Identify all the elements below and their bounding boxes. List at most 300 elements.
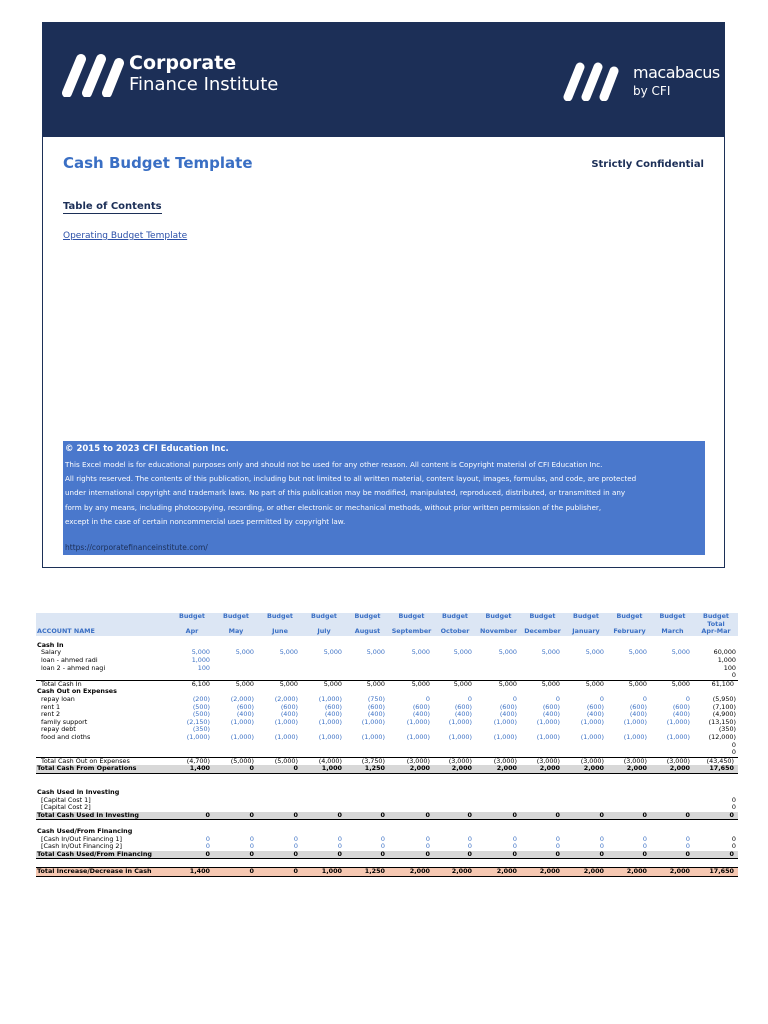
table-cell: [258, 657, 302, 665]
table-cell: (1,000): [623, 733, 647, 741]
table-cell: [564, 749, 608, 757]
table-cell: (3,000): [434, 757, 476, 765]
table-cell: [258, 773, 302, 781]
blank-row: [36, 820, 738, 828]
row-total: 0: [731, 804, 736, 812]
table-cell: [258, 742, 302, 750]
column-header-month: January: [564, 628, 608, 636]
column-header-month: November: [476, 628, 521, 636]
table-row: [36, 797, 738, 805]
table-cell: 5,000: [258, 680, 302, 688]
table-cell: [214, 642, 258, 650]
column-header-month: May: [214, 628, 258, 636]
row-total: [694, 773, 738, 781]
table-cell: 5,000: [302, 680, 346, 688]
table-cell: [564, 789, 608, 797]
table-cell: [258, 789, 302, 797]
row-total: [694, 789, 738, 797]
table-cell: 5,000: [323, 649, 342, 657]
copyright-heading: © 2015 to 2023 CFI Education Inc.: [65, 444, 229, 454]
table-cell: [346, 742, 389, 750]
table-cell: 2,000: [389, 868, 434, 877]
blank-row: [36, 859, 738, 868]
table-cell: (400): [542, 711, 560, 719]
table-cell: 0: [642, 843, 647, 851]
table-cell: [608, 742, 651, 750]
brand-name: [129, 53, 278, 95]
table-cell: [521, 773, 564, 781]
table-cell: [434, 859, 476, 868]
table-cell: 0: [651, 812, 694, 820]
table-cell: [521, 726, 564, 734]
table-cell: [302, 665, 346, 673]
table-cell: [389, 797, 434, 805]
table-cell: 5,000: [671, 649, 690, 657]
table-cell: [476, 688, 521, 696]
table-cell: 0: [258, 851, 302, 859]
table-cell: (4,000): [302, 757, 346, 765]
table-cell: [170, 828, 214, 836]
table-cell: 5,000: [411, 649, 430, 657]
row-label: Cash Used/From Financing: [37, 828, 133, 836]
table-cell: (600): [499, 703, 517, 711]
table-cell: [346, 781, 389, 789]
table-cell: 0: [170, 812, 214, 820]
total-row: [36, 765, 738, 773]
table-cell: 0: [608, 851, 651, 859]
table-cell: 0: [258, 765, 302, 773]
column-header-month: Apr: [170, 628, 214, 636]
table-cell: [608, 859, 651, 868]
table-cell: [434, 642, 476, 650]
table-cell: [258, 665, 302, 673]
table-cell: [564, 828, 608, 836]
column-header-top: Budget: [434, 613, 476, 621]
website-link[interactable]: https://corporatefinanceinstitute.com/: [65, 543, 208, 552]
table-cell: [564, 820, 608, 828]
table-cell: (400): [367, 711, 385, 719]
row-total: [694, 820, 738, 828]
row-label: food and cloths: [41, 733, 91, 741]
table-cell: [170, 672, 214, 680]
table-cell: [651, 657, 694, 665]
header-row-top: [36, 613, 738, 621]
table-cell: 0: [258, 868, 302, 877]
header-row-mid: [36, 621, 738, 629]
table-cell: 0: [302, 851, 346, 859]
table-cell: 0: [564, 812, 608, 820]
table-cell: [302, 789, 346, 797]
table-cell: 0: [293, 843, 298, 851]
table-cell: [302, 773, 346, 781]
table-row: [36, 719, 738, 727]
table-cell: 0: [346, 851, 389, 859]
table-cell: 2,000: [608, 765, 651, 773]
table-cell: [434, 742, 476, 750]
table-cell: [608, 773, 651, 781]
table-cell: (3,000): [389, 757, 434, 765]
copyright-box: [63, 441, 705, 555]
table-cell: 5,000: [628, 649, 647, 657]
column-header-top: Budget: [214, 613, 258, 621]
table-cell: [476, 672, 521, 680]
table-cell: (1,000): [318, 733, 342, 741]
row-total: (13,150): [708, 718, 736, 726]
table-cell: [389, 828, 434, 836]
table-cell: [302, 742, 346, 750]
table-row: [36, 804, 738, 812]
row-total: 100: [723, 664, 736, 672]
row-total: (350): [718, 726, 736, 734]
row-label: family support: [41, 718, 88, 726]
table-cell: (500): [192, 703, 210, 711]
table-cell: (1,000): [274, 718, 298, 726]
table-cell: [564, 742, 608, 750]
row-label: [36, 859, 170, 868]
row-total: [694, 688, 738, 696]
table-cell: 2,000: [434, 868, 476, 877]
table-cell: 2,000: [476, 765, 521, 773]
table-cell: 0: [476, 851, 521, 859]
table-row: [36, 711, 738, 719]
table-cell: 1,250: [346, 868, 389, 877]
total-row: [36, 812, 738, 820]
table-cell: [608, 665, 651, 673]
table-cell: 0: [337, 843, 342, 851]
total-header-top: Budget: [694, 613, 738, 621]
blank-row: [36, 742, 738, 750]
row-label: Total Increase/Decrease in Cash: [36, 868, 170, 877]
row-total: 0: [731, 843, 736, 851]
table-cell: [214, 804, 258, 812]
table-cell: [476, 797, 521, 805]
table-cell: [214, 657, 258, 665]
row-total: 0: [694, 812, 738, 820]
table-cell: [214, 781, 258, 789]
row-label: Cash Used in Investing: [37, 789, 120, 797]
table-cell: [521, 642, 564, 650]
table-cell: [389, 781, 434, 789]
table-cell: 2,000: [651, 765, 694, 773]
total-row: [36, 757, 738, 765]
table-cell: [346, 828, 389, 836]
table-cell: [521, 797, 564, 805]
table-cell: [258, 749, 302, 757]
table-cell: (2,000): [274, 695, 298, 703]
table-cell: (1,000): [580, 733, 604, 741]
table-cell: (600): [367, 703, 385, 711]
table-cell: (1,000): [361, 718, 385, 726]
row-total: 0: [694, 851, 738, 859]
table-cell: 0: [214, 851, 258, 859]
partner-name: [633, 63, 720, 98]
table-cell: 0: [467, 843, 472, 851]
table-cell: [476, 781, 521, 789]
cover-page: [42, 22, 725, 568]
table-cell: (750): [367, 695, 385, 703]
table-cell: [476, 859, 521, 868]
table-row: [36, 657, 738, 665]
row-label: [Capital Cost 2]: [41, 804, 91, 812]
table-row: [36, 726, 738, 734]
table-cell: [521, 781, 564, 789]
table-cell: [651, 665, 694, 673]
table-cell: (350): [192, 726, 210, 734]
table-cell: [302, 781, 346, 789]
table-cell: (400): [236, 711, 254, 719]
table-cell: (1,000): [186, 733, 210, 741]
row-label: Cash In: [37, 641, 64, 649]
table-cell: 0: [425, 835, 430, 843]
table-cell: 0: [564, 851, 608, 859]
table-cell: 0: [214, 765, 258, 773]
table-cell: (1,000): [580, 718, 604, 726]
partner-line-1: macabacus: [633, 63, 720, 82]
table-cell: [346, 657, 389, 665]
blank-row: [36, 781, 738, 789]
table-cell: [521, 665, 564, 673]
table-cell: [564, 726, 608, 734]
table-cell: [346, 804, 389, 812]
confidential-label: Strictly Confidential: [591, 159, 704, 170]
table-cell: (500): [192, 711, 210, 719]
table-cell: [521, 859, 564, 868]
row-total: [694, 642, 738, 650]
section-header-row: [36, 828, 738, 836]
header-banner: [43, 23, 724, 137]
table-cell: [170, 781, 214, 789]
table-cell: 0: [642, 695, 647, 703]
table-cell: [389, 688, 434, 696]
table-cell: [389, 642, 434, 650]
row-label: Salary: [41, 649, 62, 657]
table-cell: [564, 672, 608, 680]
table-cell: (2,150): [186, 718, 210, 726]
table-cell: (1,000): [274, 733, 298, 741]
table-cell: 5,000: [279, 649, 298, 657]
row-total: [694, 859, 738, 868]
blank-row: [36, 749, 738, 757]
table-cell: 1,400: [170, 765, 214, 773]
table-cell: 1,000: [191, 656, 210, 664]
table-cell: [476, 665, 521, 673]
table-cell: 5,000: [346, 680, 389, 688]
table-cell: [170, 642, 214, 650]
table-cell: [651, 781, 694, 789]
total-header-mid: Total: [694, 621, 738, 629]
table-cell: (4,700): [170, 757, 214, 765]
table-cell: (600): [542, 703, 560, 711]
row-label: [Capital Cost 1]: [41, 796, 91, 804]
table-cell: (1,000): [361, 733, 385, 741]
table-cell: [258, 672, 302, 680]
table-cell: [608, 657, 651, 665]
cash-budget-table: [36, 613, 738, 877]
table-cell: 5,000: [608, 680, 651, 688]
table-cell: [651, 742, 694, 750]
table-cell: 5,000: [366, 649, 385, 657]
brand-line-1: Corporate: [129, 52, 237, 74]
column-header-month: March: [651, 628, 694, 636]
copyright-line: This Excel model is for educational purposes only and should not be used for any other reason. All content is Copyright material of CFI Education Inc.: [65, 460, 603, 469]
column-header-top: Budget: [564, 613, 608, 621]
copyright-line: form by any means, including photocopying, recording, or other electronic or mechanical methods, without prior written permission of the publisher,: [65, 502, 602, 512]
table-cell: (600): [236, 703, 254, 711]
table-cell: [564, 859, 608, 868]
table-cell: [214, 742, 258, 750]
table-cell: [434, 797, 476, 805]
table-cell: [564, 657, 608, 665]
table-cell: 2,000: [651, 868, 694, 877]
table-cell: 0: [521, 812, 564, 820]
table-cell: [564, 688, 608, 696]
table-cell: [258, 781, 302, 789]
table-cell: [214, 773, 258, 781]
table-cell: 5,000: [389, 680, 434, 688]
table-cell: (1,000): [666, 718, 690, 726]
table-cell: [608, 828, 651, 836]
table-cell: [346, 773, 389, 781]
total-row: [36, 680, 738, 688]
table-cell: [346, 820, 389, 828]
table-cell: [521, 828, 564, 836]
table-cell: [346, 726, 389, 734]
table-cell: 0: [599, 835, 604, 843]
table-cell: 0: [425, 843, 430, 851]
table-cell: 1,000: [302, 868, 346, 877]
table-cell: 5,000: [191, 649, 210, 657]
table-cell: [302, 797, 346, 805]
row-total: 0: [731, 749, 736, 757]
table-cell: [346, 789, 389, 797]
table-cell: [214, 859, 258, 868]
table-cell: [434, 665, 476, 673]
table-cell: (3,000): [651, 757, 694, 765]
table-row: [36, 696, 738, 704]
table-cell: [302, 749, 346, 757]
row-total: (7,100): [712, 703, 736, 711]
section-header-row: [36, 789, 738, 797]
table-cell: (600): [586, 703, 604, 711]
document-title: Cash Budget Template: [63, 154, 253, 172]
table-cell: [389, 672, 434, 680]
account-name-header: ACCOUNT NAME: [36, 628, 170, 636]
table-cell: 0: [170, 851, 214, 859]
table-cell: (400): [672, 711, 690, 719]
table-cell: [476, 773, 521, 781]
table-cell: [651, 797, 694, 805]
table-cell: [651, 859, 694, 868]
partner-line-2: by CFI: [633, 84, 671, 98]
table-cell: 1,400: [170, 868, 214, 877]
table-cell: (1,000): [536, 718, 560, 726]
table-cell: (1,000): [318, 695, 342, 703]
row-total: [694, 828, 738, 836]
table-cell: 5,000: [564, 680, 608, 688]
table-cell: (400): [412, 711, 430, 719]
total-row: [36, 868, 738, 877]
table-cell: [434, 773, 476, 781]
column-header-top: Budget: [346, 613, 389, 621]
table-cell: 0: [521, 851, 564, 859]
table-cell: 5,000: [235, 649, 254, 657]
table-cell: 0: [214, 812, 258, 820]
table-cell: 0: [380, 843, 385, 851]
table-cell: 100: [197, 664, 210, 672]
table-cell: 5,000: [214, 680, 258, 688]
table-cell: [476, 828, 521, 836]
table-cell: [476, 804, 521, 812]
table-cell: (5,000): [258, 757, 302, 765]
table-cell: (1,000): [448, 733, 472, 741]
table-cell: [302, 657, 346, 665]
table-cell: [434, 781, 476, 789]
table-cell: [389, 789, 434, 797]
table-cell: [346, 672, 389, 680]
row-total: 0: [731, 835, 736, 843]
table-cell: [564, 665, 608, 673]
table-cell: (1,000): [536, 733, 560, 741]
table-cell: [564, 773, 608, 781]
table-cell: [521, 657, 564, 665]
table-cell: 0: [293, 835, 298, 843]
table-cell: [170, 688, 214, 696]
table-row: [36, 649, 738, 657]
table-cell: [346, 665, 389, 673]
table-cell: (3,000): [608, 757, 651, 765]
table-cell: [434, 657, 476, 665]
table-cell: 0: [685, 695, 690, 703]
table-cell: 2,000: [521, 765, 564, 773]
row-total: (12,000): [708, 733, 736, 741]
table-cell: 0: [685, 843, 690, 851]
table-cell: [389, 657, 434, 665]
table-cell: [521, 804, 564, 812]
row-total: (5,950): [712, 695, 736, 703]
table-cell: 0: [512, 695, 517, 703]
table-row: [36, 665, 738, 673]
table-cell: (3,000): [564, 757, 608, 765]
table-cell: (1,000): [318, 718, 342, 726]
table-cell: 1,000: [302, 765, 346, 773]
table-cell: [651, 789, 694, 797]
table-cell: (400): [499, 711, 517, 719]
table-cell: [214, 820, 258, 828]
table-cell: 0: [512, 843, 517, 851]
table-cell: [608, 672, 651, 680]
table-cell: [258, 797, 302, 805]
section-header-row: [36, 688, 738, 696]
table-cell: [476, 789, 521, 797]
row-label: [Cash In/Out Financing 1]: [41, 835, 122, 843]
toc-link-operating-budget[interactable]: Operating Budget Template: [63, 231, 188, 241]
table-cell: [651, 820, 694, 828]
table-cell: [302, 804, 346, 812]
row-total: 0: [731, 741, 736, 749]
table-cell: (1,000): [448, 718, 472, 726]
table-cell: 0: [512, 835, 517, 843]
table-cell: [476, 642, 521, 650]
table-cell: [214, 828, 258, 836]
table-cell: [214, 749, 258, 757]
total-header-bottom: Apr-Mar: [694, 628, 738, 636]
table-cell: [258, 820, 302, 828]
table-cell: 0: [467, 835, 472, 843]
table-cell: 2,000: [389, 765, 434, 773]
table-cell: [476, 726, 521, 734]
table-cell: (600): [629, 703, 647, 711]
table-cell: 0: [389, 812, 434, 820]
